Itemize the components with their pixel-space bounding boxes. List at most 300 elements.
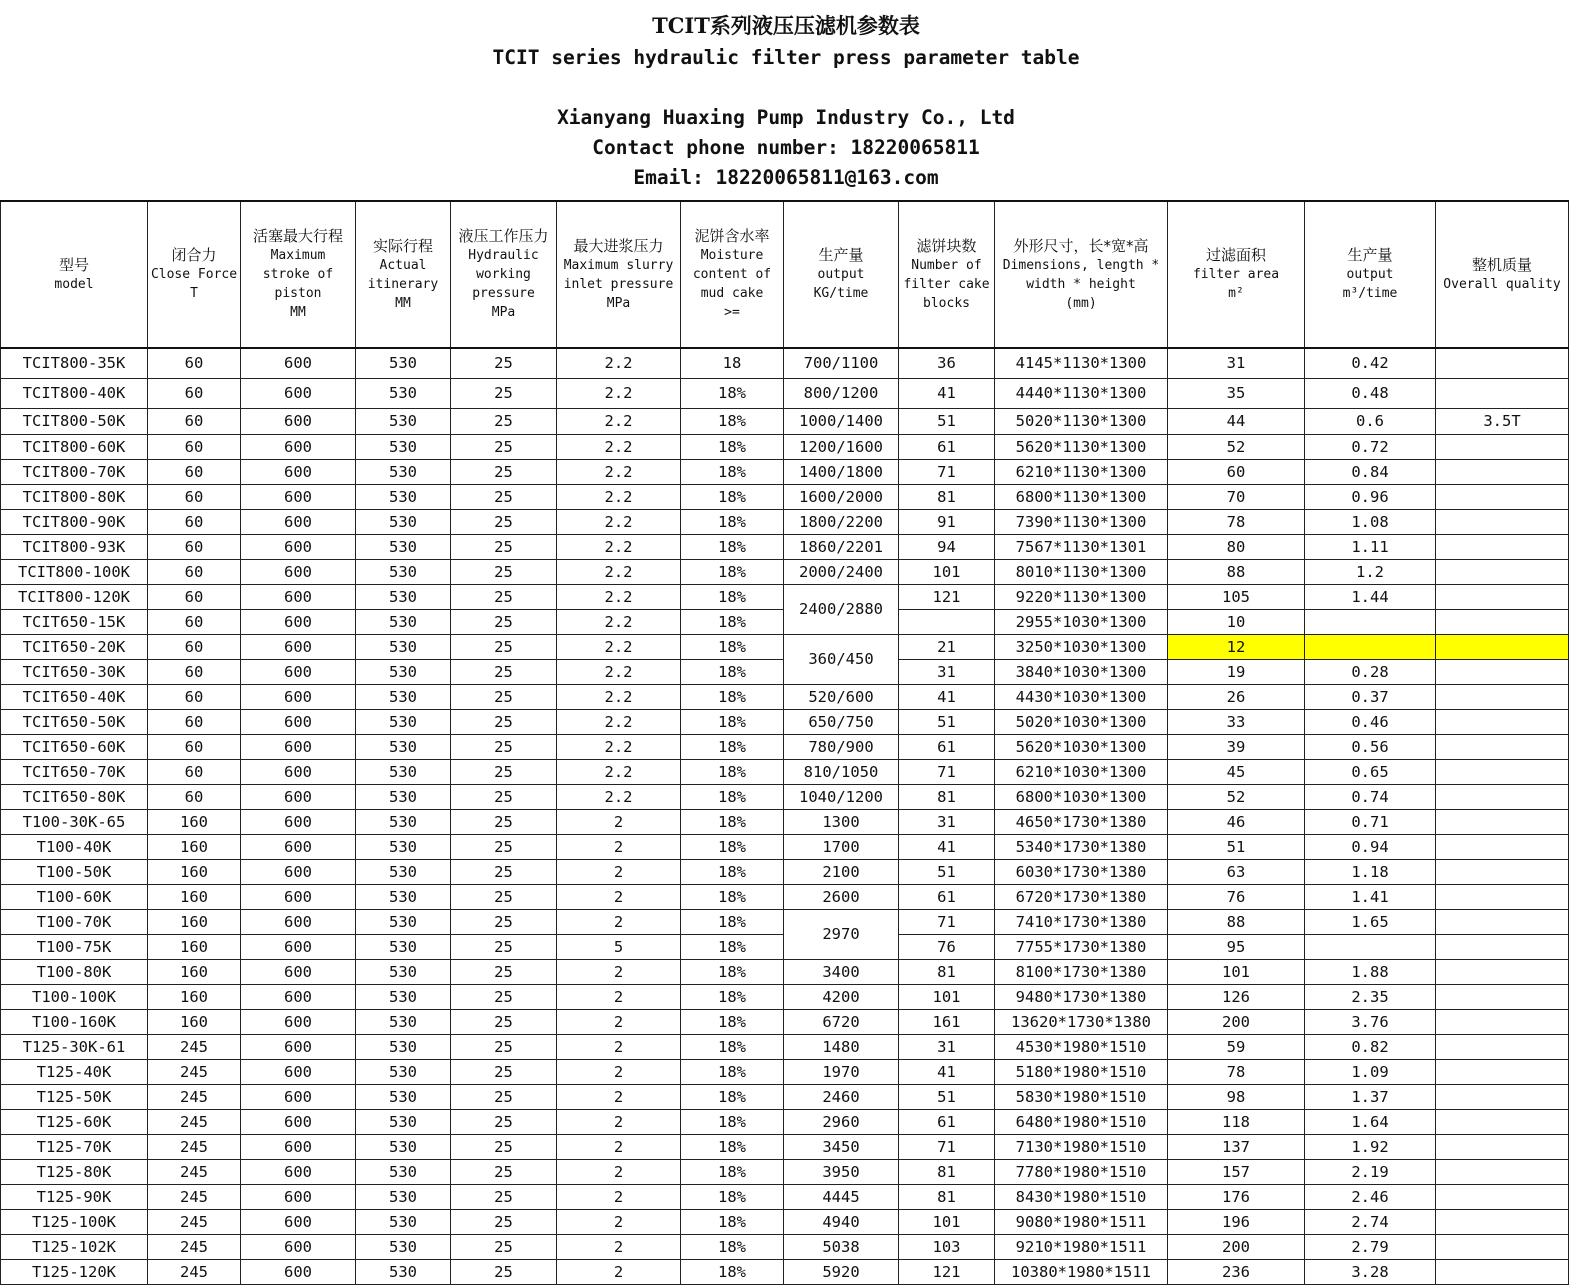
header-label-en: blocks <box>923 295 970 311</box>
cell-cake-blocks: 36 <box>899 348 995 378</box>
cell-output-m3: 0.42 <box>1305 348 1436 378</box>
header-label-en: output <box>1346 267 1394 282</box>
cell-dimensions: 7567*1130*1301 <box>995 534 1168 559</box>
parameter-table <box>0 200 1569 1285</box>
cell-dimensions: 13620*1730*1380 <box>995 1009 1168 1034</box>
cell-output-m3: 1.64 <box>1305 1109 1436 1134</box>
cell-cake-blocks: 81 <box>899 959 995 984</box>
cell-filter-area: 35 <box>1168 378 1305 408</box>
cell-hydraulic-pressure: 25 <box>451 609 557 634</box>
cell-output-m3: 0.46 <box>1305 709 1436 734</box>
cell-filter-area: 70 <box>1168 484 1305 509</box>
cell-output-m3: 0.94 <box>1305 834 1436 859</box>
cell-moisture: 18% <box>681 959 784 984</box>
cell-model: T100-60K <box>1 884 148 909</box>
cell-actual-stroke: 530 <box>356 709 451 734</box>
cell-dimensions: 5830*1980*1510 <box>995 1084 1168 1109</box>
cell-moisture: 18% <box>681 1159 784 1184</box>
cell-overall-quality <box>1436 1059 1569 1084</box>
cell-model: T100-80K <box>1 959 148 984</box>
cell-slurry-pressure: 2 <box>557 1184 681 1209</box>
table-row <box>1 378 1569 408</box>
cell-close-force: 245 <box>148 1259 241 1284</box>
cell-actual-stroke: 530 <box>356 784 451 809</box>
cell-model: TCIT800-60K <box>1 434 148 459</box>
title-english: TCIT series hydraulic filter press parameter table <box>492 46 1080 69</box>
header-label-en: MPa <box>491 305 516 320</box>
table-row <box>1 1034 1569 1059</box>
cell-filter-area: 80 <box>1168 534 1305 559</box>
cell-cake-blocks: 71 <box>899 459 995 484</box>
cell-dimensions: 6030*1730*1380 <box>995 859 1168 884</box>
cell-hydraulic-pressure: 25 <box>451 709 557 734</box>
cell-moisture: 18% <box>681 809 784 834</box>
header-label-en: MM <box>290 305 306 320</box>
cell-output-m3: 3.28 <box>1305 1259 1436 1284</box>
cell-max-stroke: 600 <box>241 909 356 934</box>
cell-dimensions: 6800*1030*1300 <box>995 784 1168 809</box>
cell-filter-area: 236 <box>1168 1259 1305 1284</box>
cell-model: T100-40K <box>1 834 148 859</box>
cell-actual-stroke: 530 <box>356 634 451 659</box>
header-hydraulic-pressure <box>451 201 557 348</box>
cell-output-m3: 0.37 <box>1305 684 1436 709</box>
cell-max-stroke: 600 <box>241 809 356 834</box>
cell-cake-blocks: 61 <box>899 1109 995 1134</box>
cell-cake-blocks: 51 <box>899 709 995 734</box>
cell-max-stroke: 600 <box>241 1034 356 1059</box>
cell-actual-stroke: 530 <box>356 684 451 709</box>
cell-output-kg: 1400/1800 <box>784 459 899 484</box>
header-label-en: mud cake <box>700 286 764 301</box>
cell-actual-stroke: 530 <box>356 1059 451 1084</box>
cell-output-kg: 2460 <box>784 1084 899 1109</box>
cell-actual-stroke: 530 <box>356 1109 451 1134</box>
cell-cake-blocks: 31 <box>899 659 995 684</box>
cell-actual-stroke: 530 <box>356 934 451 959</box>
cell-close-force: 60 <box>148 709 241 734</box>
header-slurry-pressure <box>557 201 681 348</box>
header-label-en: Close Force <box>150 267 238 282</box>
cell-overall-quality <box>1436 1259 1569 1284</box>
table-row <box>1 859 1569 884</box>
cell-dimensions: 2955*1030*1300 <box>995 609 1168 634</box>
cell-dimensions: 7410*1730*1380 <box>995 909 1168 934</box>
cell-cake-blocks: 21 <box>899 634 995 659</box>
cell-slurry-pressure: 2.2 <box>557 509 681 534</box>
header-label-en: (mm) <box>1065 295 1097 311</box>
cell-cake-blocks <box>899 609 995 634</box>
table-row <box>1 584 1569 609</box>
cell-output-kg: 1200/1600 <box>784 434 899 459</box>
cell-actual-stroke: 530 <box>356 909 451 934</box>
cell-filter-area: 78 <box>1168 509 1305 534</box>
cell-model: T125-40K <box>1 1059 148 1084</box>
cell-filter-area: 52 <box>1168 434 1305 459</box>
cell-slurry-pressure: 2 <box>557 1084 681 1109</box>
cell-cake-blocks: 81 <box>899 1159 995 1184</box>
cell-dimensions: 7755*1730*1380 <box>995 934 1168 959</box>
header-label-en: filter area <box>1192 267 1280 282</box>
cell-actual-stroke: 530 <box>356 959 451 984</box>
cell-slurry-pressure: 2 <box>557 909 681 934</box>
header-label-en: model <box>54 276 94 292</box>
cell-hydraulic-pressure: 25 <box>451 509 557 534</box>
cell-model: T100-75K <box>1 934 148 959</box>
cell-close-force: 160 <box>148 909 241 934</box>
cell-output-kg: 1600/2000 <box>784 484 899 509</box>
cell-slurry-pressure: 2.2 <box>557 584 681 609</box>
cell-moisture: 18% <box>681 378 784 408</box>
cell-output-kg: 780/900 <box>784 734 899 759</box>
cell-dimensions: 5620*1030*1300 <box>995 734 1168 759</box>
cell-filter-area: 118 <box>1168 1109 1305 1134</box>
cell-close-force: 245 <box>148 1084 241 1109</box>
cell-overall-quality <box>1436 759 1569 784</box>
cell-overall-quality <box>1436 709 1569 734</box>
contact-phone: Contact phone number: 18220065811 <box>592 136 980 159</box>
cell-overall-quality <box>1436 1159 1569 1184</box>
cell-max-stroke: 600 <box>241 408 356 434</box>
header-overall-quality <box>1436 201 1569 348</box>
cell-model: T125-30K-61 <box>1 1034 148 1059</box>
cell-model: T125-90K <box>1 1184 148 1209</box>
table-row <box>1 459 1569 484</box>
cell-dimensions: 9220*1130*1300 <box>995 584 1168 609</box>
cell-slurry-pressure: 5 <box>557 934 681 959</box>
cell-hydraulic-pressure: 25 <box>451 1134 557 1159</box>
cell-cake-blocks: 61 <box>899 734 995 759</box>
cell-dimensions: 5340*1730*1380 <box>995 834 1168 859</box>
cell-slurry-pressure: 2.2 <box>557 559 681 584</box>
cell-model: TCIT650-70K <box>1 759 148 784</box>
table-row <box>1 734 1569 759</box>
cell-moisture: 18% <box>681 1084 784 1109</box>
cell-overall-quality <box>1436 434 1569 459</box>
cell-hydraulic-pressure: 25 <box>451 1184 557 1209</box>
cell-output-kg: 2960 <box>784 1109 899 1134</box>
header-filter-area <box>1168 201 1305 348</box>
table-row <box>1 784 1569 809</box>
cell-dimensions: 7390*1130*1300 <box>995 509 1168 534</box>
cell-output-kg: 1700 <box>784 834 899 859</box>
cell-close-force: 245 <box>148 1059 241 1084</box>
table-row <box>1 634 1569 659</box>
cell-slurry-pressure: 2 <box>557 834 681 859</box>
cell-close-force: 245 <box>148 1034 241 1059</box>
table-row <box>1 434 1569 459</box>
table-row <box>1 1209 1569 1234</box>
cell-dimensions: 4650*1730*1380 <box>995 809 1168 834</box>
cell-output-m3: 1.11 <box>1305 534 1436 559</box>
cell-slurry-pressure: 2.2 <box>557 734 681 759</box>
cell-filter-area: 88 <box>1168 909 1305 934</box>
cell-close-force: 160 <box>148 884 241 909</box>
table-row <box>1 1159 1569 1184</box>
cell-model: T125-60K <box>1 1109 148 1134</box>
cell-filter-area: 137 <box>1168 1134 1305 1159</box>
table-row <box>1 959 1569 984</box>
header-label-en: MPa <box>606 295 631 311</box>
cell-max-stroke: 600 <box>241 834 356 859</box>
cell-hydraulic-pressure: 25 <box>451 484 557 509</box>
cell-hydraulic-pressure: 25 <box>451 809 557 834</box>
cell-actual-stroke: 530 <box>356 1034 451 1059</box>
cell-moisture: 18% <box>681 934 784 959</box>
table-row <box>1 1009 1569 1034</box>
cell-model: TCIT650-20K <box>1 634 148 659</box>
cell-max-stroke: 600 <box>241 684 356 709</box>
cell-model: TCIT800-93K <box>1 534 148 559</box>
cell-close-force: 160 <box>148 809 241 834</box>
cell-moisture: 18% <box>681 709 784 734</box>
cell-actual-stroke: 530 <box>356 1084 451 1109</box>
cell-output-m3: 1.44 <box>1305 584 1436 609</box>
cell-slurry-pressure: 2.2 <box>557 659 681 684</box>
cell-output-m3: 0.84 <box>1305 459 1436 484</box>
header-label-en: working <box>476 267 531 282</box>
cell-moisture: 18% <box>681 1184 784 1209</box>
header-label-en: Maximum <box>270 248 326 263</box>
title-chinese: TCIT系列液压压滤机参数表 <box>652 13 920 38</box>
cell-moisture: 18% <box>681 534 784 559</box>
cell-hydraulic-pressure: 25 <box>451 759 557 784</box>
cell-max-stroke: 600 <box>241 984 356 1009</box>
cell-model: TCIT800-120K <box>1 584 148 609</box>
cell-output-kg: 1040/1200 <box>784 784 899 809</box>
cell-overall-quality <box>1436 484 1569 509</box>
cell-overall-quality <box>1436 1184 1569 1209</box>
cell-overall-quality <box>1436 1134 1569 1159</box>
cell-max-stroke: 600 <box>241 609 356 634</box>
table-row <box>1 809 1569 834</box>
cell-model: TCIT800-35K <box>1 348 148 378</box>
cell-actual-stroke: 530 <box>356 534 451 559</box>
company-name: Xianyang Huaxing Pump Industry Co., Ltd <box>557 106 1015 129</box>
cell-max-stroke: 600 <box>241 734 356 759</box>
header-moisture <box>681 201 784 348</box>
cell-model: TCIT650-80K <box>1 784 148 809</box>
document-header <box>0 0 1572 200</box>
cell-filter-area: 10 <box>1168 609 1305 634</box>
cell-cake-blocks: 121 <box>899 1259 995 1284</box>
cell-dimensions: 4145*1130*1300 <box>995 348 1168 378</box>
cell-actual-stroke: 530 <box>356 1259 451 1284</box>
cell-filter-area: 26 <box>1168 684 1305 709</box>
cell-close-force: 160 <box>148 1009 241 1034</box>
cell-dimensions: 8430*1980*1510 <box>995 1184 1168 1209</box>
cell-output-m3: 1.08 <box>1305 509 1436 534</box>
cell-model: TCIT800-90K <box>1 509 148 534</box>
cell-model: T100-100K <box>1 984 148 1009</box>
header-label-en: filter cake <box>903 276 990 292</box>
cell-output-kg: 800/1200 <box>784 378 899 408</box>
table-row <box>1 348 1569 378</box>
cell-actual-stroke: 530 <box>356 348 451 378</box>
header-label-en: inlet pressure <box>563 276 674 292</box>
cell-model: TCIT800-70K <box>1 459 148 484</box>
header-label-cn: 生产量 <box>818 246 864 264</box>
cell-actual-stroke: 530 <box>356 459 451 484</box>
cell-output-kg: 1800/2200 <box>784 509 899 534</box>
cell-overall-quality <box>1436 1209 1569 1234</box>
cell-model: TCIT800-80K <box>1 484 148 509</box>
header-label-cn: 液压工作压力 <box>458 227 549 245</box>
cell-model: TCIT650-15K <box>1 609 148 634</box>
cell-dimensions: 5020*1130*1300 <box>995 408 1168 434</box>
cell-overall-quality <box>1436 348 1569 378</box>
cell-overall-quality <box>1436 1234 1569 1259</box>
cell-filter-area: 200 <box>1168 1234 1305 1259</box>
cell-close-force: 60 <box>148 784 241 809</box>
cell-cake-blocks: 71 <box>899 909 995 934</box>
cell-actual-stroke: 530 <box>356 1234 451 1259</box>
cell-close-force: 245 <box>148 1109 241 1134</box>
table-row <box>1 1109 1569 1134</box>
cell-output-kg: 700/1100 <box>784 348 899 378</box>
cell-max-stroke: 600 <box>241 1184 356 1209</box>
cell-hydraulic-pressure: 25 <box>451 559 557 584</box>
cell-max-stroke: 600 <box>241 659 356 684</box>
header-label-cn: 整机质量 <box>1471 255 1532 274</box>
cell-cake-blocks: 81 <box>899 1184 995 1209</box>
cell-output-m3: 2.79 <box>1305 1234 1436 1259</box>
cell-actual-stroke: 530 <box>356 834 451 859</box>
cell-slurry-pressure: 2 <box>557 1034 681 1059</box>
cell-moisture: 18% <box>681 1234 784 1259</box>
cell-output-m3: 0.96 <box>1305 484 1436 509</box>
cell-slurry-pressure: 2.2 <box>557 484 681 509</box>
cell-output-kg: 810/1050 <box>784 759 899 784</box>
cell-close-force: 160 <box>148 934 241 959</box>
cell-output-kg: 2600 <box>784 884 899 909</box>
cell-output-m3: 1.2 <box>1305 559 1436 584</box>
table-body <box>1 201 1569 1284</box>
cell-hydraulic-pressure: 25 <box>451 834 557 859</box>
cell-actual-stroke: 530 <box>356 509 451 534</box>
cell-cake-blocks: 121 <box>899 584 995 609</box>
cell-filter-area: 126 <box>1168 984 1305 1009</box>
cell-max-stroke: 600 <box>241 509 356 534</box>
cell-output-m3: 1.09 <box>1305 1059 1436 1084</box>
table-row <box>1 1259 1569 1284</box>
cell-close-force: 60 <box>148 684 241 709</box>
cell-model: T125-70K <box>1 1134 148 1159</box>
cell-hydraulic-pressure: 25 <box>451 784 557 809</box>
cell-slurry-pressure: 2 <box>557 809 681 834</box>
cell-slurry-pressure: 2.2 <box>557 784 681 809</box>
cell-cake-blocks: 91 <box>899 509 995 534</box>
cell-hydraulic-pressure: 25 <box>451 884 557 909</box>
cell-hydraulic-pressure: 25 <box>451 734 557 759</box>
header-label-cn: 闭合力 <box>171 246 217 264</box>
cell-output-kg: 5920 <box>784 1259 899 1284</box>
cell-actual-stroke: 530 <box>356 1159 451 1184</box>
cell-cake-blocks: 61 <box>899 884 995 909</box>
cell-output-kg: 3450 <box>784 1134 899 1159</box>
header-label-en: width * height <box>1026 276 1136 292</box>
cell-overall-quality <box>1436 634 1569 659</box>
cell-close-force: 245 <box>148 1234 241 1259</box>
cell-close-force: 60 <box>148 509 241 534</box>
cell-cake-blocks: 103 <box>899 1234 995 1259</box>
cell-cake-blocks: 71 <box>899 759 995 784</box>
cell-moisture: 18% <box>681 884 784 909</box>
cell-output-kg: 2100 <box>784 859 899 884</box>
cell-moisture: 18% <box>681 909 784 934</box>
cell-hydraulic-pressure: 25 <box>451 1059 557 1084</box>
cell-hydraulic-pressure: 25 <box>451 659 557 684</box>
table-header-row <box>1 201 1569 348</box>
cell-close-force: 245 <box>148 1134 241 1159</box>
cell-max-stroke: 600 <box>241 759 356 784</box>
table-row <box>1 759 1569 784</box>
cell-slurry-pressure: 2 <box>557 1059 681 1084</box>
cell-output-m3: 1.37 <box>1305 1084 1436 1109</box>
cell-max-stroke: 600 <box>241 459 356 484</box>
cell-output-m3: 0.74 <box>1305 784 1436 809</box>
cell-slurry-pressure: 2 <box>557 1209 681 1234</box>
cell-output-kg: 4940 <box>784 1209 899 1234</box>
cell-hydraulic-pressure: 25 <box>451 1259 557 1284</box>
cell-dimensions: 7780*1980*1510 <box>995 1159 1168 1184</box>
cell-cake-blocks: 31 <box>899 809 995 834</box>
cell-model: TCIT650-60K <box>1 734 148 759</box>
cell-output-kg: 1000/1400 <box>784 408 899 434</box>
cell-slurry-pressure: 2.2 <box>557 634 681 659</box>
cell-filter-area: 105 <box>1168 584 1305 609</box>
cell-max-stroke: 600 <box>241 584 356 609</box>
cell-moisture: 18% <box>681 484 784 509</box>
cell-model: TCIT800-50K <box>1 408 148 434</box>
cell-slurry-pressure: 2 <box>557 859 681 884</box>
cell-max-stroke: 600 <box>241 348 356 378</box>
header-label-cn: 生产量 <box>1347 246 1393 264</box>
cell-moisture: 18% <box>681 609 784 634</box>
cell-hydraulic-pressure: 25 <box>451 859 557 884</box>
cell-cake-blocks: 41 <box>899 378 995 408</box>
cell-overall-quality <box>1436 1034 1569 1059</box>
cell-model: T100-70K <box>1 909 148 934</box>
cell-slurry-pressure: 2.2 <box>557 408 681 434</box>
cell-model: TCIT650-40K <box>1 684 148 709</box>
cell-close-force: 60 <box>148 534 241 559</box>
table-row <box>1 559 1569 584</box>
cell-output-m3: 1.92 <box>1305 1134 1436 1159</box>
cell-dimensions: 7130*1980*1510 <box>995 1134 1168 1159</box>
table-row <box>1 834 1569 859</box>
header-cake-blocks <box>899 201 995 348</box>
cell-max-stroke: 600 <box>241 1209 356 1234</box>
table-row <box>1 1084 1569 1109</box>
header-label-en: KG/time <box>813 286 869 301</box>
cell-output-kg: 1480 <box>784 1034 899 1059</box>
cell-cake-blocks: 51 <box>899 859 995 884</box>
cell-output-m3: 0.65 <box>1305 759 1436 784</box>
cell-moisture: 18% <box>681 784 784 809</box>
cell-overall-quality <box>1436 834 1569 859</box>
cell-hydraulic-pressure: 25 <box>451 909 557 934</box>
cell-cake-blocks: 51 <box>899 408 995 434</box>
cell-max-stroke: 600 <box>241 1084 356 1109</box>
cell-actual-stroke: 530 <box>356 1134 451 1159</box>
cell-hydraulic-pressure: 25 <box>451 959 557 984</box>
cell-close-force: 60 <box>148 378 241 408</box>
cell-output-m3: 0.71 <box>1305 809 1436 834</box>
cell-overall-quality <box>1436 859 1569 884</box>
cell-moisture: 18% <box>681 634 784 659</box>
cell-close-force: 60 <box>148 609 241 634</box>
